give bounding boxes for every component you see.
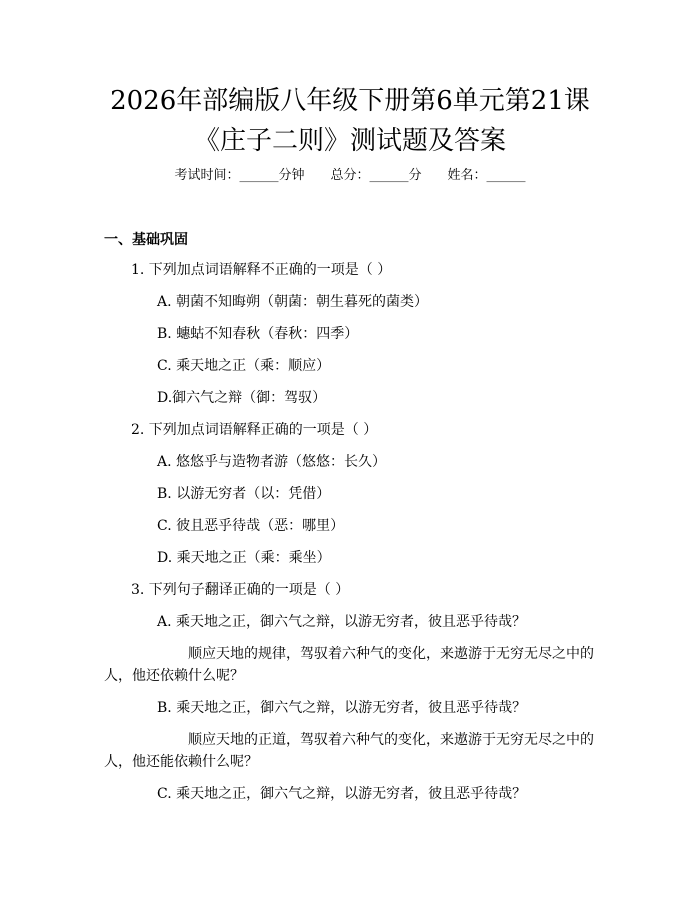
question-3-option-a: A. 乘天地之正，御六气之辩，以游无穷者，彼且恶乎待哉？: [157, 614, 527, 630]
question-1-option-d: D.御六气之辩（御：驾驭）: [157, 390, 327, 406]
section-heading-basics: 一、基础巩固: [104, 232, 188, 248]
question-2-option-a: A. 悠悠乎与造物者游（悠悠：长久）: [157, 454, 387, 470]
exam-info: [0, 166, 700, 186]
question-1-option-b: B. 蟪蛄不知春秋（春秋：四季）: [157, 326, 359, 342]
page-title-line-2: 《庄子二则》测试题及答案: [193, 126, 506, 156]
question-2-stem: 2. 下列加点词语解释正确的一项是（ ）: [131, 422, 378, 438]
question-2-option-d: D. 乘天地之正（乘：乘坐）: [157, 550, 331, 566]
question-3-option-c: C. 乘天地之正，御六气之辩，以游无穷者，彼且恶乎待哉？: [157, 786, 527, 802]
question-2-option-b: B. 以游无穷者（以：凭借）: [157, 486, 331, 502]
exam-score-field: 总分：______分: [330, 168, 422, 183]
question-3-option-b-translation-2: 人，他还能依赖什么呢？: [104, 754, 258, 770]
question-2-option-c: C. 彼且恶乎待哉（恶：哪里）: [157, 518, 345, 534]
question-1-option-c: C. 乘天地之正（乘：顺应）: [157, 358, 331, 374]
question-3-option-b: B. 乘天地之正，御六气之辩，以游无穷者，彼且恶乎待哉？: [157, 700, 527, 716]
exam-time-field: 考试时间：______分钟: [174, 168, 305, 183]
question-3-option-a-translation-1: 顺应天地的规律，驾驭着六种气的变化，来遨游于无穷无尽之中的: [188, 646, 594, 662]
question-3-option-b-translation-1: 顺应天地的正道，驾驭着六种气的变化，来遨游于无穷无尽之中的: [188, 732, 594, 748]
question-1-stem: 1. 下列加点词语解释不正确的一项是（ ）: [131, 262, 392, 278]
page-title-line-1: 2026年部编版八年级下册第6单元第21课: [110, 86, 590, 116]
exam-name-field: 姓名：______: [447, 168, 526, 183]
question-3-stem: 3. 下列句子翻译正确的一项是（ ）: [131, 582, 350, 598]
question-1-option-a: A. 朝菌不知晦朔（朝菌：朝生暮死的菌类）: [157, 294, 429, 310]
question-3-option-a-translation-2: 人，他还依赖什么呢？: [104, 668, 244, 684]
